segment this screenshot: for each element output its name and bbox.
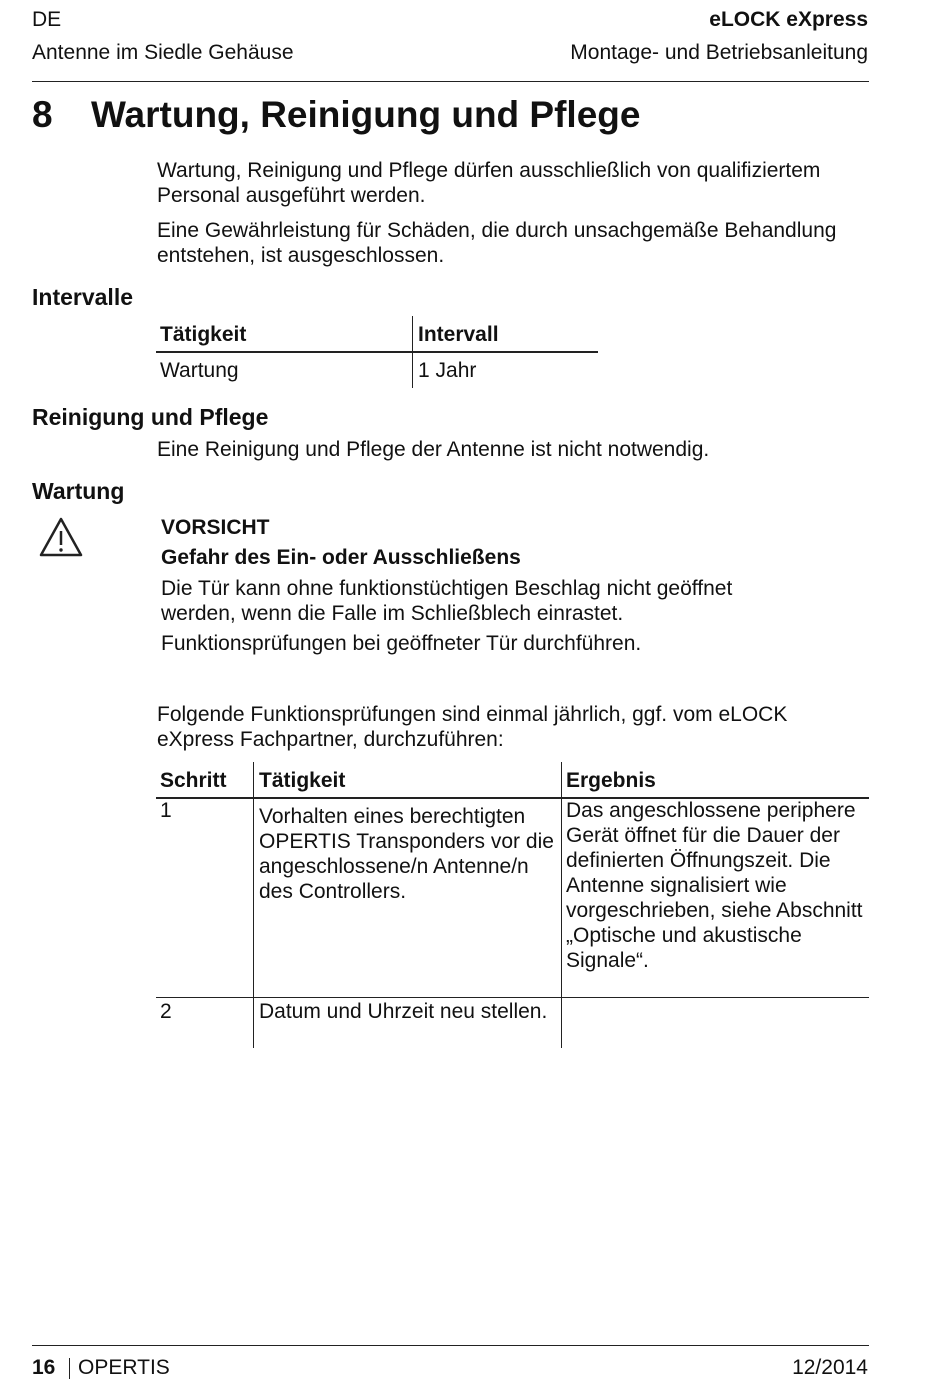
section-heading-intervals: Intervalle xyxy=(32,284,133,310)
footer-date: 12/2014 xyxy=(792,1356,868,1379)
document-subtitle: Antenne im Siedle Gehäuse xyxy=(32,41,294,64)
table-cell: Wartung xyxy=(160,359,239,382)
intro-paragraph-warranty: Eine Gewährleistung für Schäden, die durch unsachgemäße Behandlung entstehen, ist ausgeschlossen. xyxy=(157,219,837,267)
chapter-number: 8 xyxy=(32,94,53,135)
footer-separator xyxy=(69,1358,70,1379)
table-header: Tätigkeit xyxy=(259,769,346,792)
warning-title: Gefahr des Ein- oder Ausschließens xyxy=(161,546,521,569)
header-divider xyxy=(32,81,869,82)
section-heading-cleaning: Reinigung und Pflege xyxy=(32,404,269,430)
warning-instruction: Funktionsprüfungen bei geöffneter Tür durchführen. xyxy=(161,632,642,655)
chapter-title: Wartung, Reinigung und Pflege xyxy=(91,94,641,135)
table-row-divider xyxy=(156,997,869,998)
table-column-divider xyxy=(253,762,254,1048)
page-number: 16 xyxy=(32,1356,56,1379)
table-header: Tätigkeit xyxy=(160,323,247,346)
table-header: Ergebnis xyxy=(566,769,656,792)
product-name: eLOCK eXpress xyxy=(709,8,868,31)
table-header: Schritt xyxy=(160,769,227,792)
warning-signal-word: VORSICHT xyxy=(161,516,270,539)
table-cell-step: 1 xyxy=(160,799,172,822)
table-column-divider xyxy=(561,762,562,1048)
cleaning-text: Eine Reinigung und Pflege der Antenne ist nicht notwendig. xyxy=(157,438,710,461)
section-heading-maintenance: Wartung xyxy=(32,478,125,504)
table-cell: 1 Jahr xyxy=(418,359,477,382)
table-cell-step: 2 xyxy=(160,1000,172,1023)
language-code: DE xyxy=(32,8,62,31)
warning-text: Die Tür kann ohne funktionstüchtigen Beschlag nicht geöffnet werden, wenn die Falle im Schließblech einrastet. xyxy=(161,577,733,625)
table-cell-result: Das angeschlossene periphere Gerät öffnet für die Dauer der definierten Öffnungszeit. Die Antenne signalisiert wie vorgeschrieben, siehe Abschnitt „Optische und akustische Signale“. xyxy=(566,799,863,972)
function-test-intro: Folgende Funktionsprüfungen sind einmal jährlich, ggf. vom eLOCK eXpress Fachpartner, durchzuführen: xyxy=(157,703,788,751)
table-header-rule xyxy=(156,351,598,353)
warning-triangle-icon xyxy=(38,516,84,558)
footer-brand: OPERTIS xyxy=(78,1356,170,1379)
table-cell-activity: Vorhalten eines berechtigten OPERTIS Transponders vor die angeschlossene/n Antenne/n des Controllers. xyxy=(259,805,554,903)
table-cell-activity: Datum und Uhrzeit neu stellen. xyxy=(259,1000,548,1023)
document-type: Montage- und Betriebsanleitung xyxy=(570,41,868,64)
footer-divider xyxy=(32,1345,869,1346)
table-column-divider xyxy=(412,316,413,388)
table-header: Intervall xyxy=(418,323,499,346)
intro-paragraph-qualified-staff: Wartung, Reinigung und Pflege dürfen ausschließlich von qualifiziertem Personal ausgeführt werden. xyxy=(157,159,821,207)
